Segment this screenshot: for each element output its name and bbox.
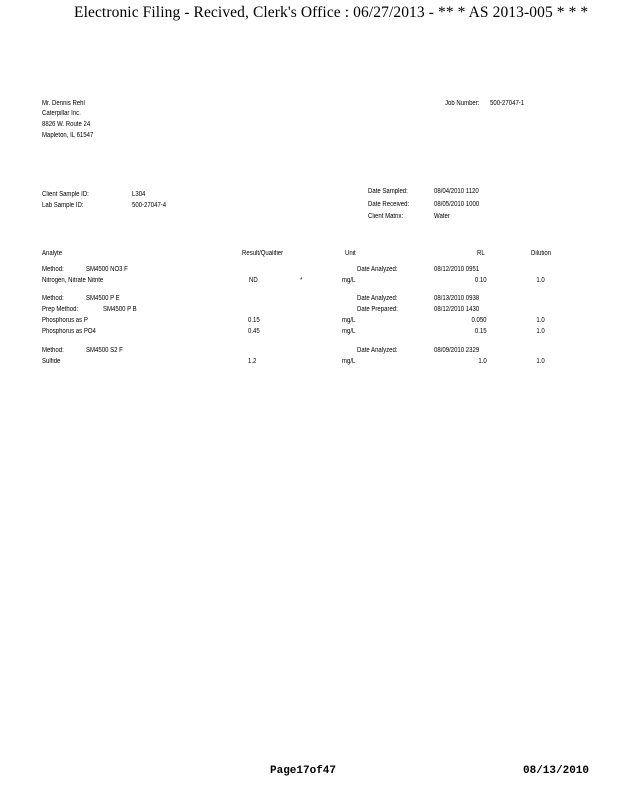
dilution-value: 1.0: [536, 317, 545, 324]
method-label: Method:: [42, 295, 64, 302]
col-rl: RL: [477, 250, 485, 257]
unit-value: mg/L: [342, 277, 356, 284]
job-number-value: 500-27047-1: [490, 100, 525, 107]
client-sample-value: L304: [132, 191, 146, 198]
date-sampled-label: Date Sampled:: [368, 188, 408, 195]
date-analyzed-label: Date Analyzed:: [357, 295, 398, 302]
client-sample-label: Client Sample ID:: [42, 191, 89, 198]
method-label: Method:: [42, 266, 64, 273]
method-value: SM4500 NO3 F: [86, 266, 128, 273]
client-matrix-label: Client Matrix:: [368, 213, 404, 220]
address-name: Mr. Dennis Rehl: [42, 100, 85, 107]
unit-value: mg/L: [342, 328, 356, 335]
address-city: Mapleton, IL 61547: [42, 132, 94, 139]
date-analyzed-value: 08/09/2010 2329: [434, 347, 480, 354]
result-value: ND: [249, 277, 258, 284]
address-company: Caterpillar Inc.: [42, 110, 81, 117]
lab-sample-label: Lab Sample ID:: [42, 202, 84, 209]
result-value: 1.2: [248, 358, 257, 365]
qualifier-value: *: [300, 277, 303, 284]
result-value: 0.45: [248, 328, 260, 335]
date-analyzed-value: 08/12/2010 0951: [434, 266, 480, 273]
date-analyzed-label: Date Analyzed:: [357, 347, 398, 354]
date-analyzed-label: Date Analyzed:: [357, 266, 398, 273]
method-value: SM4500 P E: [86, 295, 120, 302]
analyte-name: Sulfide: [42, 358, 61, 365]
job-number-label: Job Number:: [445, 100, 480, 107]
method-label: Method:: [42, 347, 64, 354]
client-matrix-value: Water: [434, 213, 450, 220]
analyte-name: Phosphorus as PO4: [42, 328, 96, 335]
report-date: 08/13/2010: [523, 765, 590, 777]
prep-method-label: Prep Method:: [42, 306, 79, 313]
rl-value: 0.10: [475, 277, 487, 284]
col-unit: Unit: [345, 250, 356, 257]
dilution-value: 1.0: [536, 328, 545, 335]
result-value: 0.15: [248, 317, 260, 324]
col-result: Result/Qualifier: [242, 250, 284, 257]
date-sampled-value: 08/04/2010 1120: [434, 188, 479, 195]
col-dilution: Dilution: [531, 250, 552, 257]
page-number: Page17of47: [270, 765, 337, 777]
dilution-value: 1.0: [536, 277, 545, 284]
rl-value: 0.050: [471, 317, 487, 324]
date-analyzed-value: 08/13/2010 0938: [434, 295, 480, 302]
analyte-name: Phosphorus as P: [42, 317, 88, 324]
rl-value: 1.0: [478, 358, 487, 365]
unit-value: mg/L: [342, 358, 356, 365]
date-received-value: 08/05/2010 1000: [434, 201, 480, 208]
dilution-value: 1.0: [536, 358, 545, 365]
method-value: SM4500 S2 F: [86, 347, 123, 354]
date-prepared-label: Date Prepared:: [357, 306, 398, 313]
col-analyte: Analyte: [42, 250, 63, 257]
filing-header: Electronic Filing - Recived, Clerk's Office : 06/27/2013 - ** * AS 2013-005 * * *: [74, 4, 589, 21]
rl-value: 0.15: [475, 328, 487, 335]
date-prepared-value: 08/12/2010 1430: [434, 306, 480, 313]
unit-value: mg/L: [342, 317, 356, 324]
lab-sample-value: 500-27047-4: [132, 202, 167, 209]
date-received-label: Date Received:: [368, 201, 410, 208]
analyte-name: Nitrogen, Nitrate Nitrite: [42, 277, 104, 284]
prep-method-value: SM4500 P B: [103, 306, 137, 313]
address-street: 8826 W. Route 24: [42, 121, 91, 128]
